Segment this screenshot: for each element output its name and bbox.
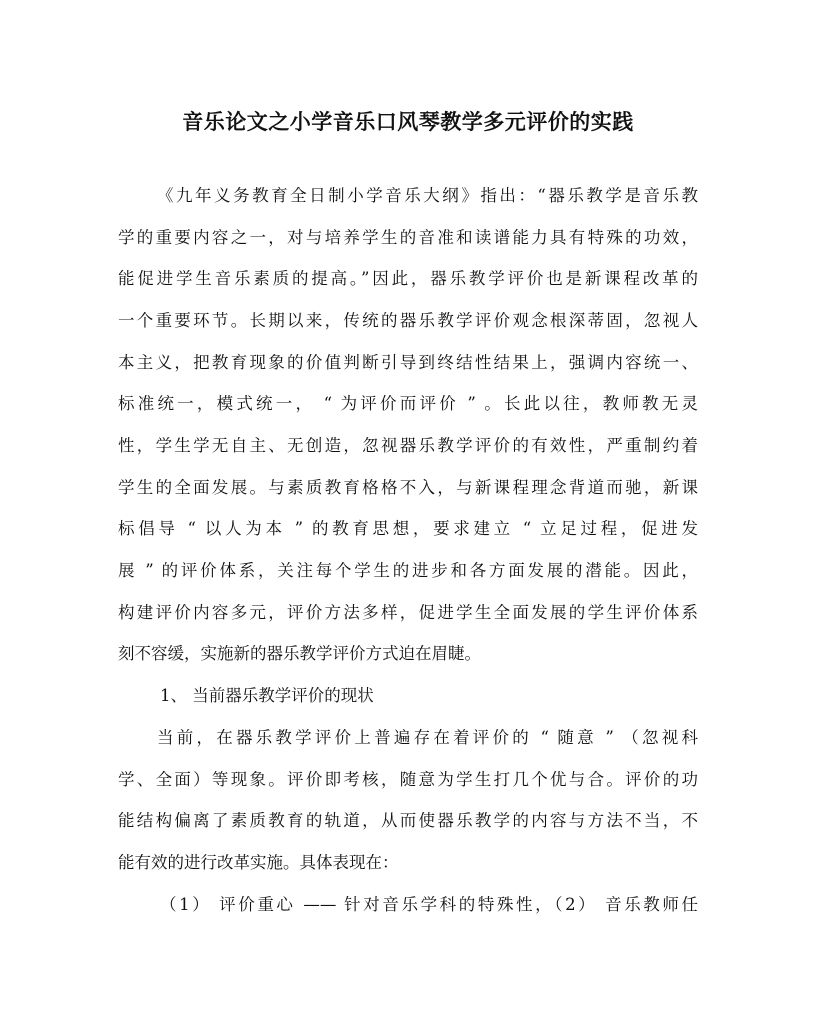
paragraph-line: 能促进学生音乐素质的提高。”因此，器乐教学评价也是新课程改革的 bbox=[118, 269, 698, 288]
paragraph-line: 学的重要内容之一，对与培养学生的音准和读谱能力具有特殊的功效， bbox=[118, 228, 698, 247]
paragraph-line: 能有效的进行改革实施。具体表现在： bbox=[118, 853, 399, 872]
paragraph-line: 能结构偏离了素质教育的轨道，从而使器乐教学的内容与方法不当，不 bbox=[118, 811, 698, 830]
document-title: 音乐论文之小学音乐口风琴教学多元评价的实践 bbox=[182, 109, 634, 134]
paragraph-line: 本主义，把教育现象的价值判断引导到终结性结果上，强调内容统一、 bbox=[118, 353, 698, 372]
paragraph-line: 展 ” 的评价体系，关注每个学生的进步和各方面发展的潜能。因此， bbox=[118, 561, 698, 580]
paragraph-line: 一个重要环节。长期以来，传统的器乐教学评价观念根深蒂固，忽视人 bbox=[118, 311, 698, 330]
list-line: （1） 评价重心 —— 针对音乐学科的特殊性，（2） 音乐教师任 bbox=[160, 895, 698, 914]
paragraph-line: 学、全面）等现象。评价即考核，随意为学生打几个优与合。评价的功 bbox=[118, 770, 698, 789]
section-heading: 1、 当前器乐教学评价的现状 bbox=[160, 686, 374, 705]
paragraph-line: 性，学生学无自主、无创造，忽视器乐教学评价的有效性，严重制约着 bbox=[118, 436, 698, 455]
paragraph-line: 学生的全面发展。与素质教育格格不入，与新课程理念背道而驰，新课 bbox=[118, 478, 698, 497]
paragraph-line: 刻不容缓，实施新的器乐教学评价方式迫在眉睫。 bbox=[118, 644, 481, 663]
paragraph-line: 构建评价内容多元，评价方法多样，促进学生全面发展的学生评价体系 bbox=[118, 603, 698, 622]
paragraph-line: 当前，在器乐教学评价上普遍存在着评价的 “ 随意 ” （忽视科 bbox=[157, 728, 698, 747]
paragraph-line: 标准统一，模式统一， “ 为评价而评价 ” 。长此以往，教师教无灵 bbox=[118, 394, 698, 413]
paragraph-line: 《九年义务教育全日制小学音乐大纲》指出：“器乐教学是音乐教 bbox=[157, 186, 698, 205]
paragraph-line: 标倡导 “ 以人为本 ” 的教育思想，要求建立 “ 立足过程，促进发 bbox=[118, 519, 698, 538]
